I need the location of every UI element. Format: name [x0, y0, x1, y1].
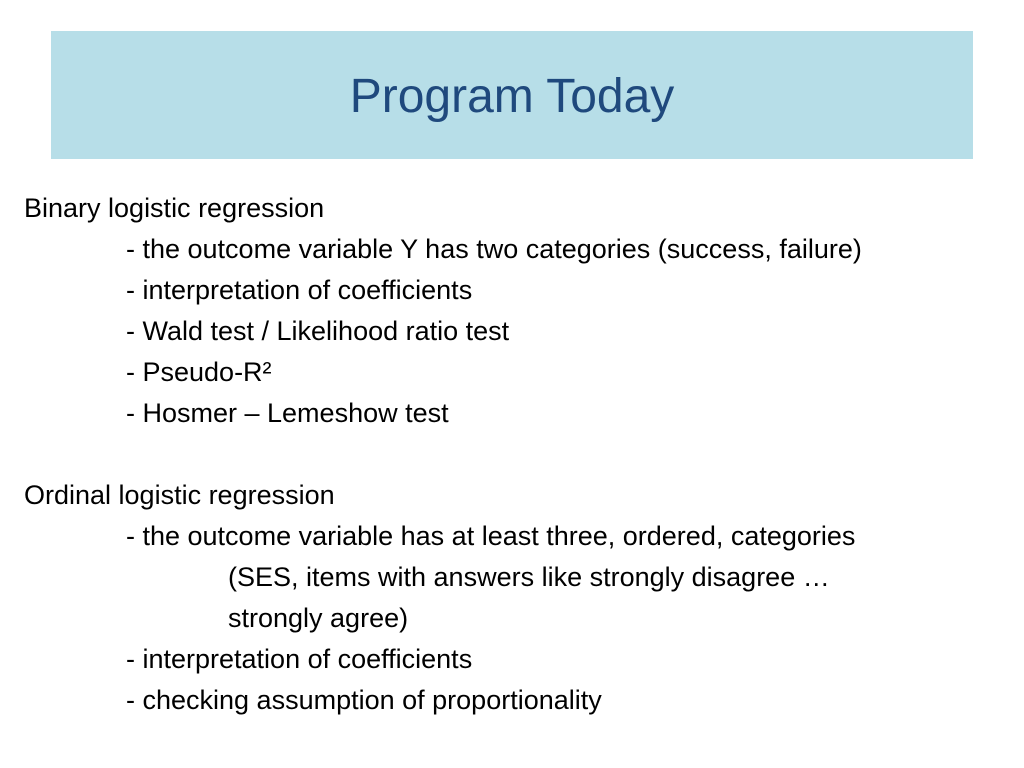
- section-spacer: [24, 434, 1004, 475]
- section-heading-binary: Binary logistic regression: [24, 193, 325, 223]
- slide-title: Program Today: [349, 70, 675, 123]
- title-bar: [51, 31, 973, 159]
- list-item: - Pseudo-R²: [126, 357, 272, 387]
- list-item-continuation: strongly agree): [228, 603, 409, 633]
- list-item: - Hosmer – Lemeshow test: [126, 398, 449, 428]
- list-item: - interpretation of coefficients: [126, 275, 473, 305]
- slide-body: [24, 188, 1004, 721]
- list-item: - the outcome variable has at least three, ordered, categories: [126, 521, 856, 551]
- list-item-continuation: (SES, items with answers like strongly disagree …: [228, 562, 830, 592]
- list-item: - Wald test / Likelihood ratio test: [126, 316, 510, 346]
- list-item: - the outcome variable Y has two categories (success, failure): [126, 234, 862, 264]
- section-heading-ordinal: Ordinal logistic regression: [24, 480, 335, 510]
- list-item: - interpretation of coefficients: [126, 644, 473, 674]
- list-item: - checking assumption of proportionality: [126, 685, 602, 715]
